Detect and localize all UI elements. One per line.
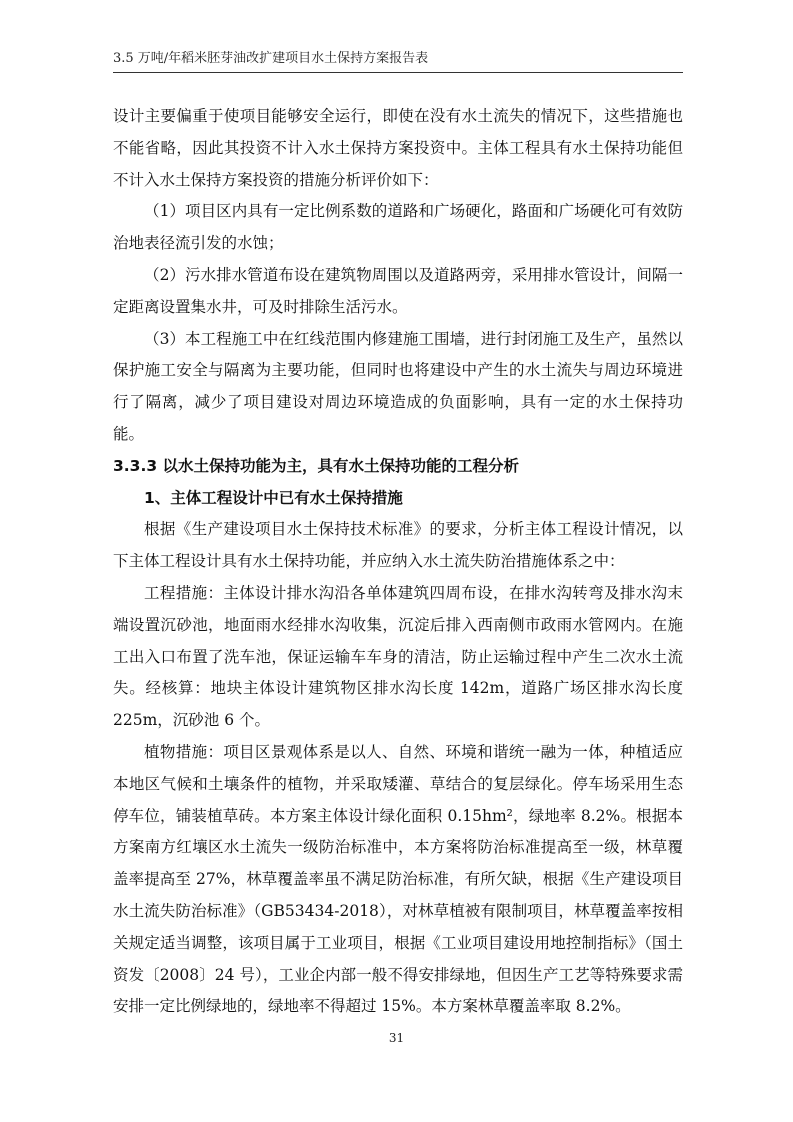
- section-heading: 3.3.3 以水土保持功能为主，具有水土保持功能的工程分析: [113, 456, 520, 475]
- paragraph-engineering-measures: 工程措施：主体设计排水沟沿各单体建筑四周布设，在排水沟转弯及排水沟末端设置沉砂池，地面雨水经排水沟收集，沉淀后排入西南侧市政雨水管网内。在施工出入口布置了洗车池，保证运输车车身的清洁，防止运输过程中产生二次水土流失。经核算：地块主体设计建筑物区排水沟长度 142m，道路广场区排水沟长度 225m，沉砂池 6 个。: [113, 583, 683, 730]
- paragraph-standard-reference: 根据《生产建设项目水土保持技术标准》的要求，分析主体工程设计情况，以下主体工程设计具有水土保持功能，并应纳入水土流失防治措施体系之中：: [113, 520, 683, 571]
- paragraph-vegetation-measures: 植物措施：项目区景观体系是以人、自然、环境和谐统一融为一体，种植适应本地区气候和土壤条件的植物，并采取矮灌、草结合的复层绿化。停车场采用生态停车位，铺装植草砖。本方案主体设计绿化面积 0.15hm²，绿地率 8.2%。根据本方案南方红壤区水土流失一级防治标准中，本方案将防治标准提高至一级，林草覆盖率提高至 27%，林草覆盖率虽不满足防治标准，有所欠缺，根据《生产建设项目水土流失防治标准》（GB53434-2018），对林草植被有限制项目，林草覆盖率按相关规定适当调整，该项目属于工业项目，根据《工业项目建设用地控制指标》（国土资发〔2008〕24 号），工业企内部一般不得安排绿地，但因生产工艺等特殊要求需安排一定比例绿地的，绿地率不得超过 15%。本方案林草覆盖率取 8.2%。: [113, 742, 683, 1016]
- paragraph-item-2: （2）污水排水管道布设在建筑物周围以及道路两旁，采用排水管设计，间隔一定距离设置集水井，可及时排除生活污水。: [113, 265, 683, 316]
- paragraph-continuation: 设计主要偏重于使项目能够安全运行，即使在没有水土流失的情况下，这些措施也不能省略，因此其投资不计入水土保持方案投资中。主体工程具有水土保持功能但不计入水土保持方案投资的措施分析评价如下：: [113, 107, 683, 189]
- page-number: 31: [388, 1031, 405, 1045]
- page-body: [113, 101, 683, 1023]
- running-header: 3.5 万吨/年稻米胚芽油改扩建项目水土保持方案报告表: [113, 51, 429, 66]
- subsection-heading: 1、主体工程设计中已有水土保持措施: [144, 488, 403, 507]
- header-divider: [113, 72, 683, 73]
- paragraph-item-1: （1）项目区内具有一定比例系数的道路和广场硬化，路面和广场硬化可有效防治地表径流引发的水蚀；: [113, 202, 683, 253]
- paragraph-item-3: （3）本工程施工中在红线范围内修建施工围墙，进行封闭施工及生产，虽然以保护施工安全与隔离为主要功能，但同时也将建设中产生的水土流失与周边环境进行了隔离，减少了项目建设对周边环境造成的负面影响，具有一定的水土保持功能。: [113, 329, 683, 443]
